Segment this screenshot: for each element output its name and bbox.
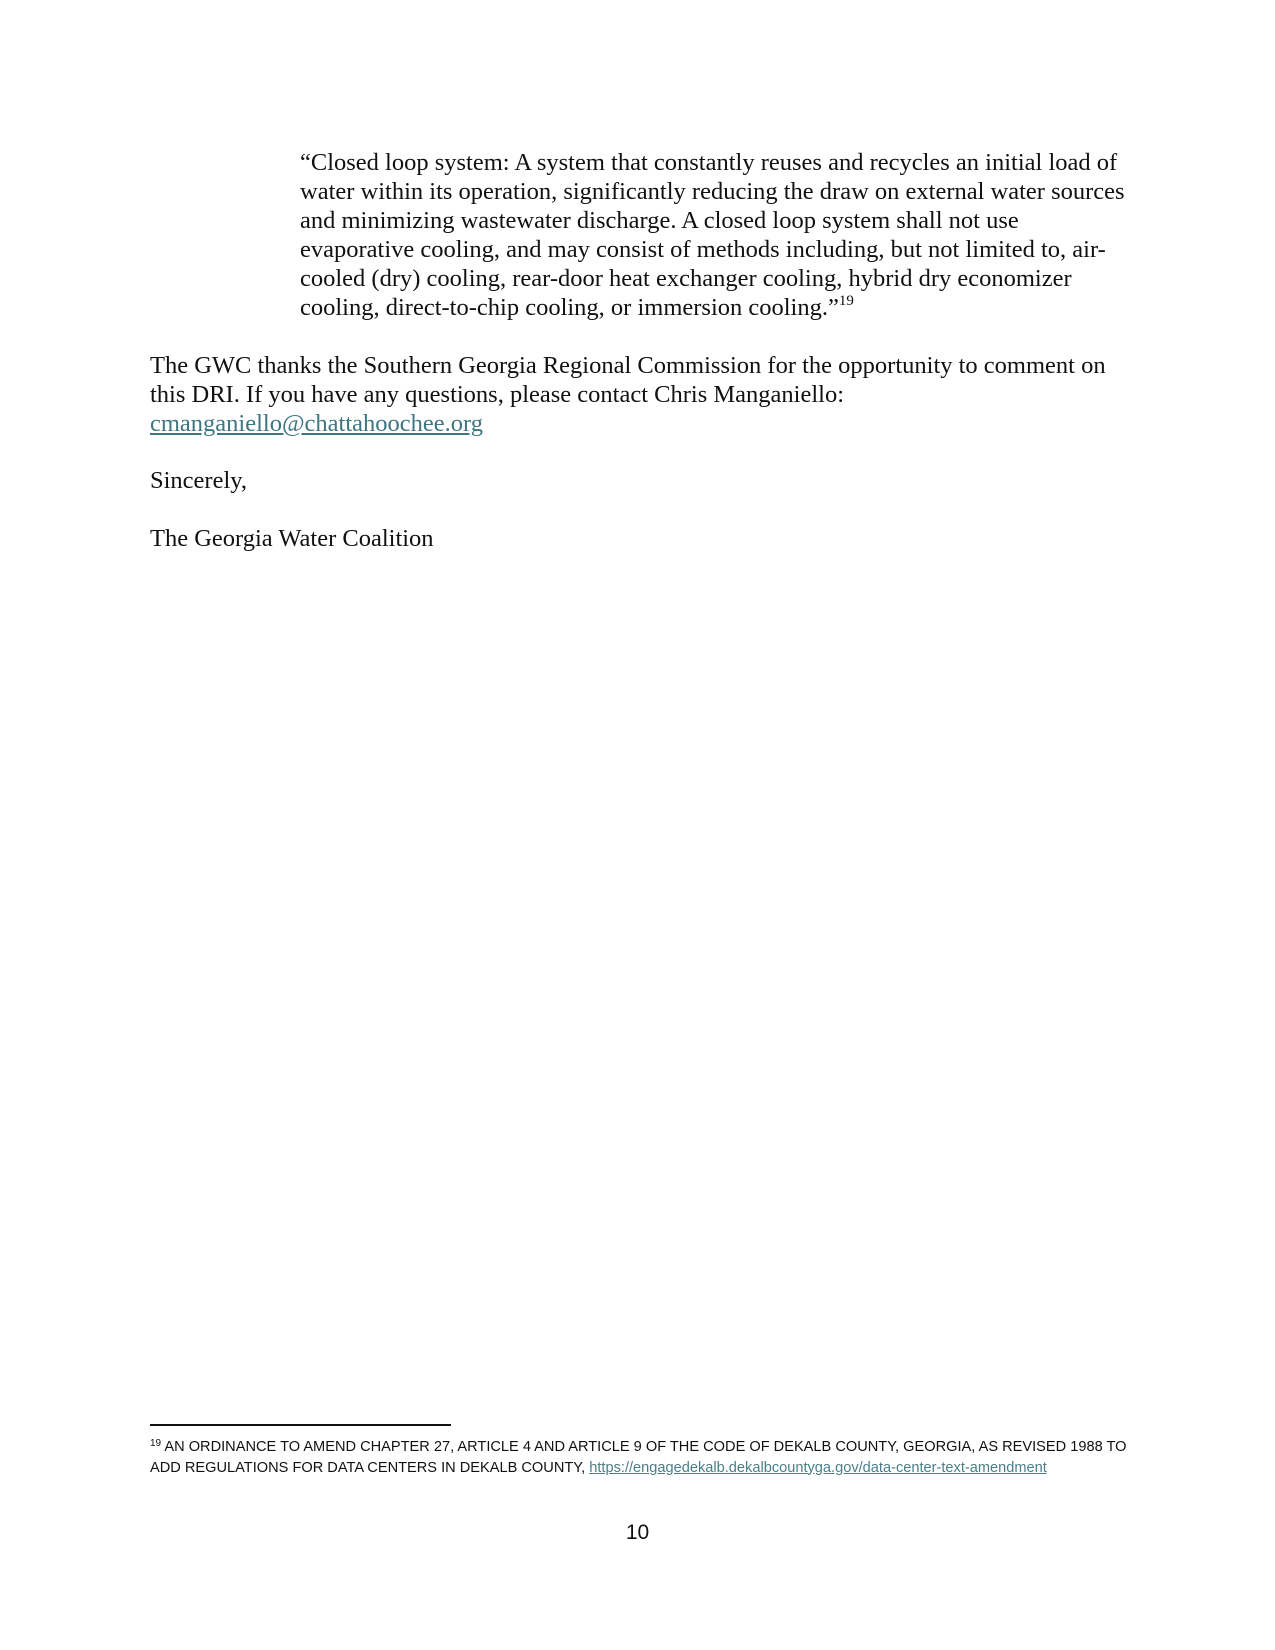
closed-loop-definition-quote [300, 148, 1132, 322]
thanks-paragraph [150, 351, 1110, 438]
footnote [150, 1437, 1130, 1478]
footnote-text: AN ORDINANCE TO AMEND CHAPTER 27, ARTICLE 4 AND ARTICLE 9 OF THE CODE OF DEKALB COUNTY, GEORGIA, AS REVISED 1988 TO ADD REGULATIONS FOR DATA CENTERS IN DEKALB COUNTY, [150, 1439, 1127, 1476]
page-number: 10 [625, 1521, 650, 1544]
quote-text: “Closed loop system: A system that constantly reuses and recycles an initial load of water within its operation, significantly reducing the draw on external water sources and minimizing wastewater discharge. A closed loop system shall not use evaporative cooling, and may consist of methods including, but not limited to, air-cooled (dry) cooling, rear-door heat exchanger cooling, hybrid dry economizer cooling, direct-to-chip cooling, or immersion cooling.” [300, 149, 1125, 321]
salutation: Sincerely, [150, 467, 248, 494]
footnote-number: 19 [150, 1438, 162, 1449]
footnote-reference[interactable]: 19 [838, 293, 854, 309]
footnote-separator [150, 1424, 451, 1426]
thanks-text: The GWC thanks the Southern Georgia Regional Commission for the opportunity to comment on this DRI. If you have any questions, please contact Chris Manganiello: [150, 352, 1106, 408]
signature: The Georgia Water Coalition [150, 525, 434, 552]
contact-email-link[interactable]: cmanganiello@chattahoochee.org [150, 410, 483, 437]
footnote-url-link[interactable]: https://engagedekalb.dekalbcountyga.gov/data-center-text-amendment [589, 1459, 1047, 1476]
